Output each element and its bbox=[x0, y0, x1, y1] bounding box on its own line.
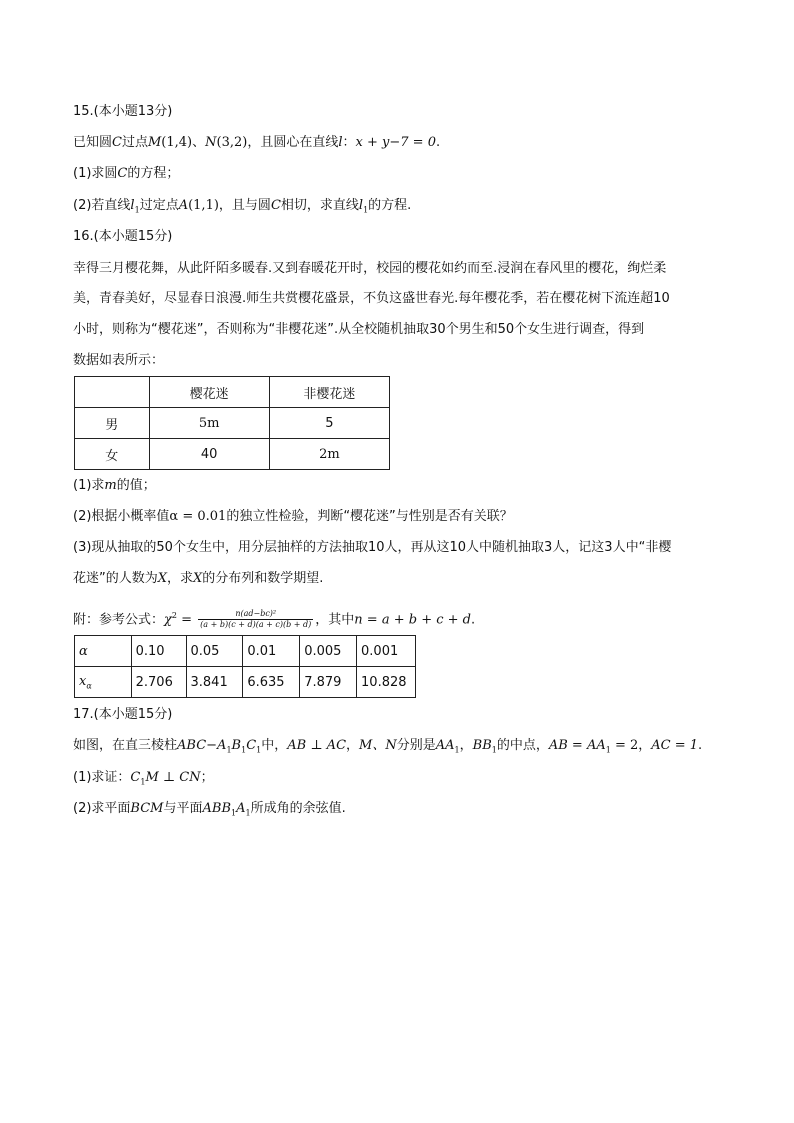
text: 的方程； bbox=[127, 166, 180, 181]
text: ； bbox=[200, 770, 214, 785]
text: (1)求证： bbox=[73, 770, 131, 785]
math-var: N bbox=[205, 135, 217, 150]
math-sub: 1 bbox=[256, 745, 262, 755]
math-var: BCM bbox=[130, 801, 164, 816]
text: 的方程. bbox=[368, 198, 412, 213]
table-cell: 0.10 bbox=[131, 636, 186, 667]
fraction-numerator: n(ad−bc)² bbox=[198, 609, 313, 620]
math-sub: 1 bbox=[231, 808, 237, 818]
math-expression: M ⊥ CN bbox=[145, 770, 201, 785]
q15-part1 bbox=[73, 165, 179, 183]
fraction-denominator: (a + b)(c + d)(a + c)(b + d) bbox=[200, 620, 312, 630]
text: (2)求平面 bbox=[73, 801, 131, 816]
math-expression: AB ⊥ AC bbox=[287, 738, 347, 753]
math-sub: 1 bbox=[226, 745, 232, 755]
table-cell: 0.01 bbox=[243, 636, 300, 667]
text: ， bbox=[459, 738, 473, 753]
q16-para-line-4: 数据如表所示： bbox=[73, 353, 165, 368]
text: 所成角的余弦值. bbox=[250, 801, 346, 816]
math-var: A bbox=[178, 198, 189, 213]
table-row bbox=[75, 408, 390, 439]
math-expression: AB = AA bbox=[548, 738, 606, 753]
table-cell: 男 bbox=[75, 408, 150, 439]
table-cell: 3.841 bbox=[186, 667, 243, 698]
text: ，且圆心在直线 bbox=[247, 135, 339, 150]
text: (1)求 bbox=[73, 478, 105, 493]
math-var: C bbox=[270, 198, 281, 213]
table-row bbox=[75, 377, 390, 408]
table-cell: 7.879 bbox=[300, 667, 357, 698]
q16-formula-line bbox=[73, 603, 475, 633]
math-sub: 1 bbox=[245, 808, 251, 818]
math-var: ABB bbox=[202, 801, 231, 816]
text: ，求 bbox=[167, 571, 194, 586]
q17-part2 bbox=[73, 800, 346, 823]
q17-stem bbox=[73, 737, 702, 760]
text: 如图，在直三棱柱 bbox=[73, 738, 178, 753]
math-expression: = 2 bbox=[610, 738, 639, 753]
text: . bbox=[698, 738, 703, 753]
text: 已知圆 bbox=[73, 135, 113, 150]
q17-part1 bbox=[73, 769, 214, 792]
q16-para-line-2: 美，青春美好，尽显春日浪漫.师生共赏樱花盛景，不负这盛世春光.每年樱花季，若在樱花树下流连超10 bbox=[73, 291, 670, 306]
math-var: C bbox=[246, 738, 257, 753]
math-var: m bbox=[104, 478, 117, 493]
math-sub: 1 bbox=[241, 745, 247, 755]
text: 的分布列和数学期望. bbox=[202, 571, 324, 586]
text: 相切，求直线 bbox=[280, 198, 359, 213]
q16-para-line-3: 小时，则称为“樱花迷”，否则称为“非樱花迷”.从全校随机抽取30个男生和50个女生进行调查，得到 bbox=[73, 322, 645, 337]
math-var: AA bbox=[435, 738, 455, 753]
table-cell: 5 bbox=[269, 408, 389, 439]
table-cell: 40 bbox=[149, 439, 269, 470]
q15-header: 15.(本小题13分) bbox=[73, 104, 173, 119]
math-var: l bbox=[358, 198, 364, 213]
text: . bbox=[470, 612, 476, 628]
contingency-table bbox=[74, 376, 390, 470]
math-var: l bbox=[338, 135, 343, 150]
text: 的值； bbox=[116, 478, 156, 493]
q15-stem bbox=[73, 134, 440, 152]
critical-value-table bbox=[74, 635, 416, 698]
table-row bbox=[75, 667, 416, 698]
text: 的中点， bbox=[496, 738, 549, 753]
table-cell: 2m bbox=[269, 439, 389, 470]
math-sub: 1 bbox=[491, 745, 497, 755]
text: 、 bbox=[192, 135, 206, 150]
math-var: C bbox=[112, 135, 122, 150]
q16-para-line-1: 幸得三月樱花舞，从此阡陌多暖春.又到春暖花开时，校园的樱花如约而至.浸润在春风里的樱花，绚烂柔 bbox=[73, 261, 667, 276]
chi-square-fraction bbox=[198, 609, 313, 630]
text: (2)根据小概率值 bbox=[73, 509, 170, 524]
table-cell: 0.001 bbox=[357, 636, 416, 667]
math-expression: M、N bbox=[359, 738, 397, 753]
math-expression: AC = 1 bbox=[651, 738, 699, 753]
table-row bbox=[75, 636, 416, 667]
text: 的独立性检验，判断“樱花迷”与性别是否有关联？ bbox=[226, 509, 513, 524]
table-cell: 6.635 bbox=[243, 667, 300, 698]
math-var: BB bbox=[472, 738, 492, 753]
math-sub: 1 bbox=[140, 777, 146, 787]
math-sub: 1 bbox=[605, 745, 611, 755]
math-expression: n = a + b + c + d bbox=[354, 612, 471, 628]
table-cell: 0.005 bbox=[300, 636, 357, 667]
table-header: 樱花迷 bbox=[149, 377, 269, 408]
math-coords: (1,1) bbox=[188, 198, 219, 213]
text: ，其中 bbox=[315, 612, 355, 628]
q16-part3-line-2 bbox=[73, 570, 323, 588]
text: (1)求圆 bbox=[73, 166, 118, 181]
math-sup: 2 bbox=[171, 611, 177, 620]
q16-header: 16.(本小题15分) bbox=[73, 229, 173, 244]
math-var: l bbox=[130, 198, 135, 213]
math-sub: 1 bbox=[454, 745, 460, 755]
text: 过定点 bbox=[139, 198, 179, 213]
q15-part2 bbox=[73, 197, 411, 220]
math-expression: ABC−A bbox=[177, 738, 227, 753]
text: ： bbox=[342, 135, 356, 150]
table-cell: α bbox=[75, 636, 132, 667]
math-var: A bbox=[236, 801, 246, 816]
table-row bbox=[75, 439, 390, 470]
math-sub: 1 bbox=[134, 205, 140, 215]
q16-part1 bbox=[73, 477, 156, 495]
math-var: X bbox=[193, 571, 203, 586]
text: 中， bbox=[261, 738, 288, 753]
q17-header: 17.(本小题15分) bbox=[73, 707, 173, 722]
text: ，且与圆 bbox=[218, 198, 271, 213]
math-sub: 1 bbox=[363, 205, 369, 215]
table-cell: 0.05 bbox=[186, 636, 243, 667]
text: 附：参考公式： bbox=[73, 612, 165, 628]
math-var: B bbox=[231, 738, 242, 753]
table-cell bbox=[75, 667, 132, 698]
text: 分别是 bbox=[396, 738, 436, 753]
math-var: M bbox=[147, 135, 162, 150]
math-coords: (1,4) bbox=[161, 135, 193, 150]
math-coords: (3,2) bbox=[216, 135, 248, 150]
table-header: 非樱花迷 bbox=[269, 377, 389, 408]
text: (2)若直线 bbox=[73, 198, 131, 213]
text: 花迷”的人数为 bbox=[73, 571, 158, 586]
table-cell: 10.828 bbox=[357, 667, 416, 698]
math-var: X bbox=[157, 571, 168, 586]
text: 与平面 bbox=[163, 801, 203, 816]
math-expression: α = 0.01 bbox=[169, 509, 227, 524]
math-var: C bbox=[117, 166, 128, 181]
math-var: x bbox=[79, 673, 87, 689]
text: ， bbox=[346, 738, 360, 753]
math-op: = bbox=[177, 612, 197, 628]
q16-part3-line-1: (3)现从抽取的50个女生中，用分层抽样的方法抽取10人，再从这10人中随机抽取3人，记这3人中“非樱 bbox=[73, 540, 672, 555]
table-cell: 5m bbox=[149, 408, 269, 439]
text: 过点 bbox=[121, 135, 148, 150]
table-cell bbox=[75, 377, 150, 408]
table-cell: 女 bbox=[75, 439, 150, 470]
text: ， bbox=[638, 738, 652, 753]
math-var: C bbox=[130, 770, 141, 785]
math-equation: x + y−7 = 0 bbox=[355, 135, 436, 150]
math-var: χ bbox=[164, 612, 172, 628]
table-cell: 2.706 bbox=[131, 667, 186, 698]
q16-part2 bbox=[73, 508, 513, 526]
math-sub: α bbox=[86, 681, 92, 691]
text: . bbox=[435, 135, 441, 150]
